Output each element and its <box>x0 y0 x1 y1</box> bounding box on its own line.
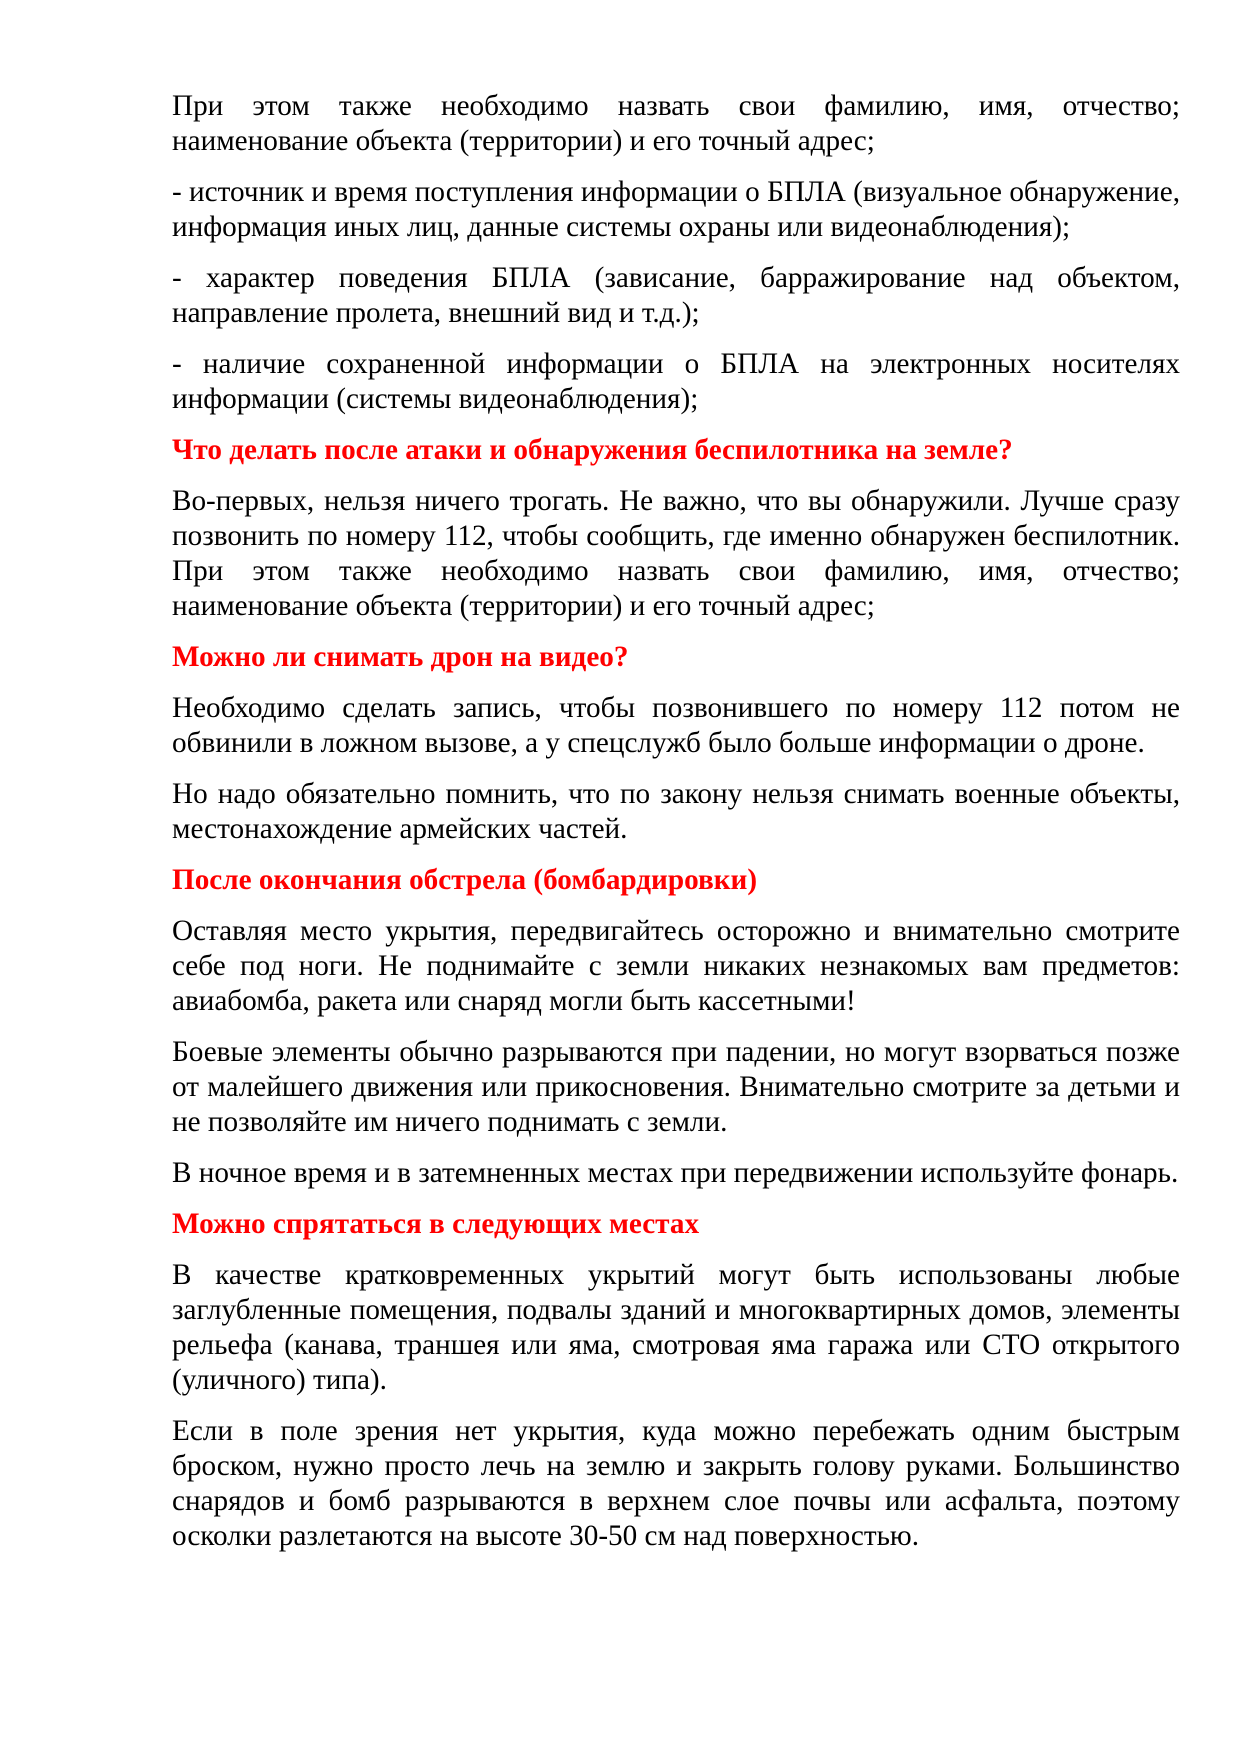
body-paragraph: При этом также необходимо назвать свои фамилию, имя, отчество; наименование объекта (территории) и его точный адрес; <box>172 90 1180 157</box>
body-paragraph: Во-первых, нельзя ничего трогать. Не важно, что вы обнаружили. Лучше сразу позвонить по номеру 112, чтобы сообщить, где именно обнаружен беспилотник. При этом также необходимо назвать свои фамилию, имя, отчество; наименование объекта (территории) и его точный адрес; <box>172 485 1180 622</box>
section-heading: После окончания обстрела (бомбардировки) <box>172 864 758 896</box>
body-paragraph: В ночное время и в затемненных местах при передвижении используйте фонарь. <box>172 1157 1179 1189</box>
body-paragraph: Но надо обязательно помнить, что по закону нельзя снимать военные объекты, местонахождение армейских частей. <box>172 778 1180 845</box>
body-paragraph: - наличие сохраненной информации о БПЛА на электронных носителях информации (системы видеонаблюдения); <box>172 348 1180 415</box>
body-paragraph: Оставляя место укрытия, передвигайтесь осторожно и внимательно смотрите себе под ноги. Не поднимайте с земли никаких незнакомых вам предметов: авиабомба, ракета или снаряд могли быть кассетными! <box>172 915 1180 1017</box>
body-paragraph: - характер поведения БПЛА (зависание, барражирование над объектом, направление пролета, внешний вид и т.д.); <box>172 262 1180 329</box>
body-paragraph: Если в поле зрения нет укрытия, куда можно перебежать одним быстрым броском, нужно просто лечь на землю и закрыть голову руками. Большинство снарядов и бомб разрываются в верхнем слое почвы или асфальта, поэтому осколки разлетаются на высоте 30-50 см над поверхностью. <box>172 1415 1180 1552</box>
section-heading: Что делать после атаки и обнаружения беспилотника на земле? <box>172 434 1013 466</box>
body-paragraph: Необходимо сделать запись, чтобы позвонившего по номеру 112 потом не обвинили в ложном вызове, а у спецслужб было больше информации о дроне. <box>172 692 1180 759</box>
document-content <box>172 89 1180 1570</box>
section-heading: Можно ли снимать дрон на видео? <box>172 641 629 673</box>
body-paragraph: Боевые элементы обычно разрываются при падении, но могут взорваться позже от малейшего движения или прикосновения. Внимательно смотрите за детьми и не позволяйте им ничего поднимать с земли. <box>172 1036 1180 1138</box>
section-heading: Можно спрятаться в следующих местах <box>172 1208 700 1240</box>
body-paragraph: В качестве кратковременных укрытий могут быть использованы любые заглубленные помещения, подвалы зданий и многоквартирных домов, элементы рельефа (канава, траншея или яма, смотровая яма гаража или СТО открытого (уличного) типа). <box>172 1259 1180 1396</box>
body-paragraph: - источник и время поступления информации о БПЛА (визуальное обнаружение, информация иных лиц, данные системы охраны или видеонаблюдения); <box>172 176 1180 243</box>
